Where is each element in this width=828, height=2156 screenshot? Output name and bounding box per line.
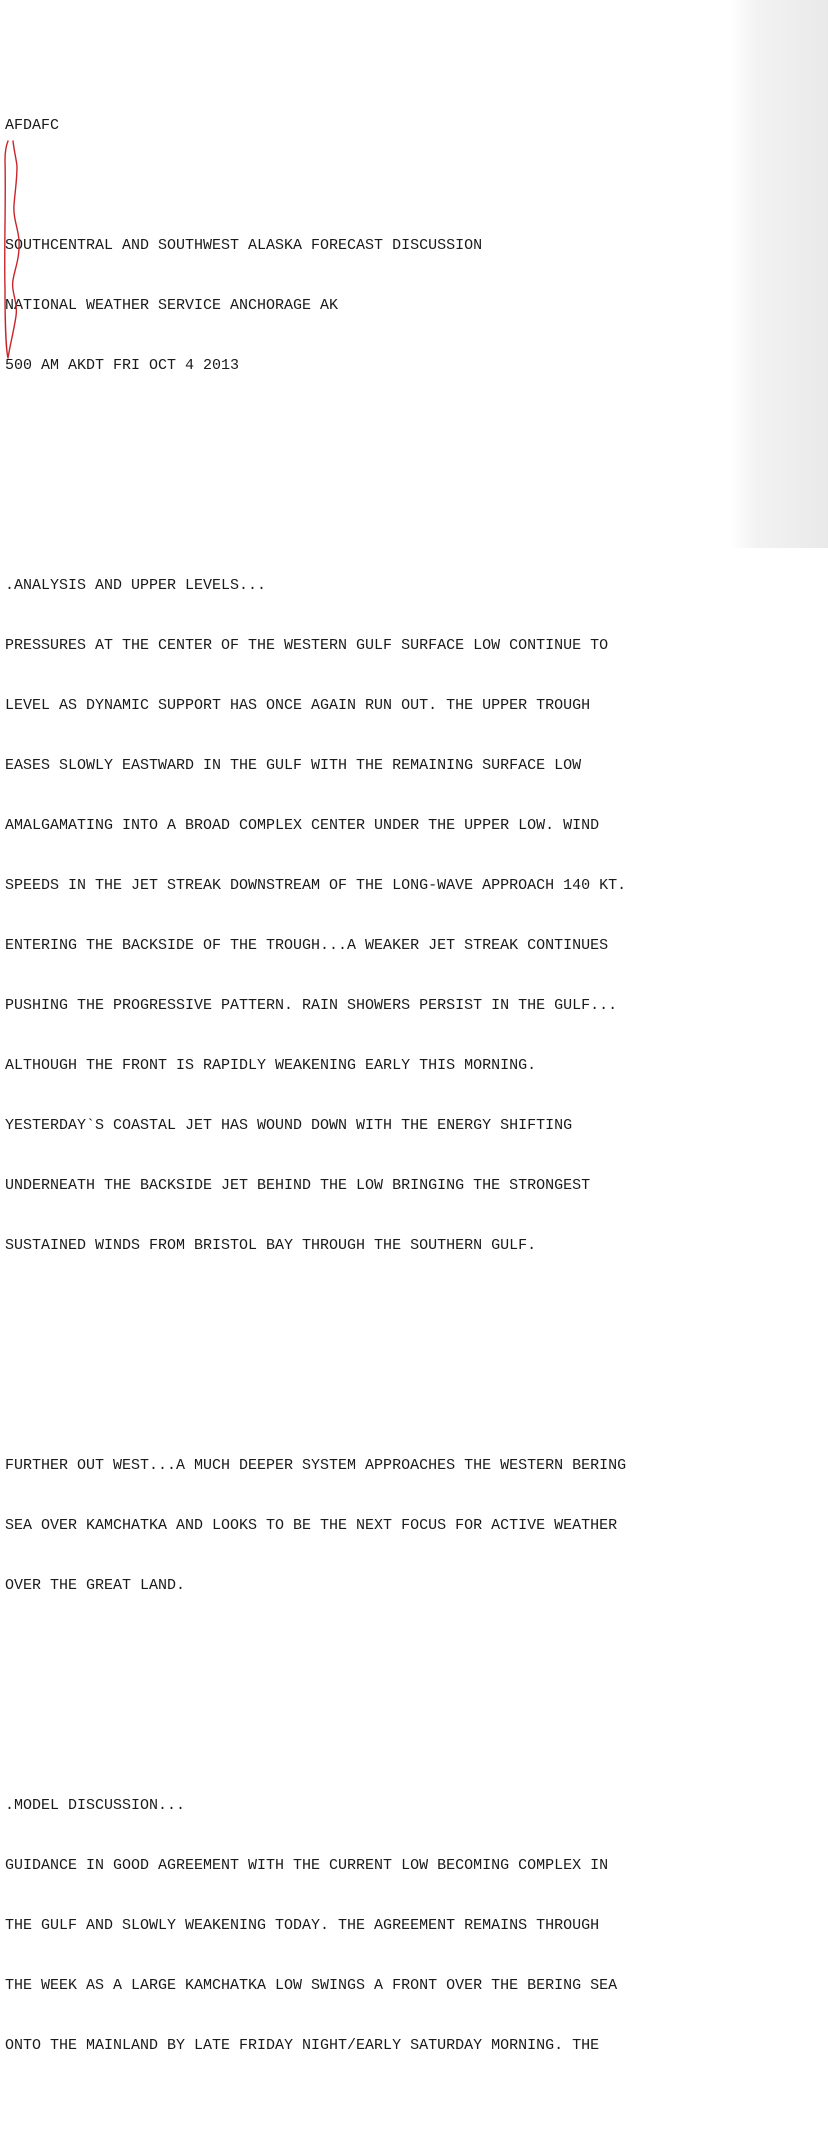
analysis-section xyxy=(5,536,820,1356)
blank-line xyxy=(5,416,820,436)
further-out-text-line: OVER THE GREAT LAND. xyxy=(5,1577,186,1594)
analysis-text-line: EASES SLOWLY EASTWARD IN THE GULF WITH THE REMAINING SURFACE LOW xyxy=(5,757,582,774)
product-id-line: AFDAFC xyxy=(5,117,60,134)
analysis-text-line: SUSTAINED WINDS FROM BRISTOL BAY THROUGH THE SOUTHERN GULF. xyxy=(5,1237,537,1254)
further-out-section xyxy=(5,1416,820,1696)
analysis-text-line: AMALGAMATING INTO A BROAD COMPLEX CENTER UNDER THE UPPER LOW. WIND xyxy=(5,817,600,834)
blank-line xyxy=(5,1296,820,1316)
analysis-text-line: PRESSURES AT THE CENTER OF THE WESTERN GULF SURFACE LOW CONTINUE TO xyxy=(5,637,609,654)
analysis-text-line: PUSHING THE PROGRESSIVE PATTERN. RAIN SHOWERS PERSIST IN THE GULF... xyxy=(5,997,618,1014)
blank-line xyxy=(5,1636,820,1656)
model-text-line: ONTO THE MAINLAND BY LATE FRIDAY NIGHT/EARLY SATURDAY MORNING. THE xyxy=(5,2037,600,2054)
analysis-text-line: SPEEDS IN THE JET STREAK DOWNSTREAM OF THE LONG-WAVE APPROACH 140 KT. xyxy=(5,877,627,894)
analysis-text-line: UNDERNEATH THE BACKSIDE JET BEHIND THE LOW BRINGING THE STRONGEST xyxy=(5,1177,591,1194)
analysis-text-line: LEVEL AS DYNAMIC SUPPORT HAS ONCE AGAIN RUN OUT. THE UPPER TROUGH xyxy=(5,697,591,714)
title-line: SOUTHCENTRAL AND SOUTHWEST ALASKA FORECAST DISCUSSION xyxy=(5,237,483,254)
forecast-discussion-document xyxy=(5,0,820,2156)
model-text-line: THE WEEK AS A LARGE KAMCHATKA LOW SWINGS A FRONT OVER THE BERING SEA xyxy=(5,1977,618,1994)
model-text-line: GUIDANCE IN GOOD AGREEMENT WITH THE CURRENT LOW BECOMING COMPLEX IN xyxy=(5,1857,609,1874)
model-text-line: THE GULF AND SLOWLY WEAKENING TODAY. THE AGREEMENT REMAINS THROUGH xyxy=(5,1917,600,1934)
model-discussion-section xyxy=(5,1756,820,2096)
office-line: NATIONAL WEATHER SERVICE ANCHORAGE AK xyxy=(5,297,339,314)
analysis-text-line: ENTERING THE BACKSIDE OF THE TROUGH...A WEAKER JET STREAK CONTINUES xyxy=(5,937,609,954)
issued-time-line: 500 AM AKDT FRI OCT 4 2013 xyxy=(5,357,240,374)
model-heading: .MODEL DISCUSSION... xyxy=(5,1797,186,1814)
analysis-text-line: YESTERDAY`S COASTAL JET HAS WOUND DOWN WITH THE ENERGY SHIFTING xyxy=(5,1117,573,1134)
analysis-heading: .ANALYSIS AND UPPER LEVELS... xyxy=(5,577,267,594)
document-body xyxy=(5,36,820,2136)
further-out-text-line: FURTHER OUT WEST...A MUCH DEEPER SYSTEM APPROACHES THE WESTERN BERING xyxy=(5,1457,627,1474)
blank-line xyxy=(5,176,820,196)
analysis-text-line: ALTHOUGH THE FRONT IS RAPIDLY WEAKENING EARLY THIS MORNING. xyxy=(5,1057,537,1074)
header-block xyxy=(5,76,820,476)
further-out-text-line: SEA OVER KAMCHATKA AND LOOKS TO BE THE NEXT FOCUS FOR ACTIVE WEATHER xyxy=(5,1517,618,1534)
